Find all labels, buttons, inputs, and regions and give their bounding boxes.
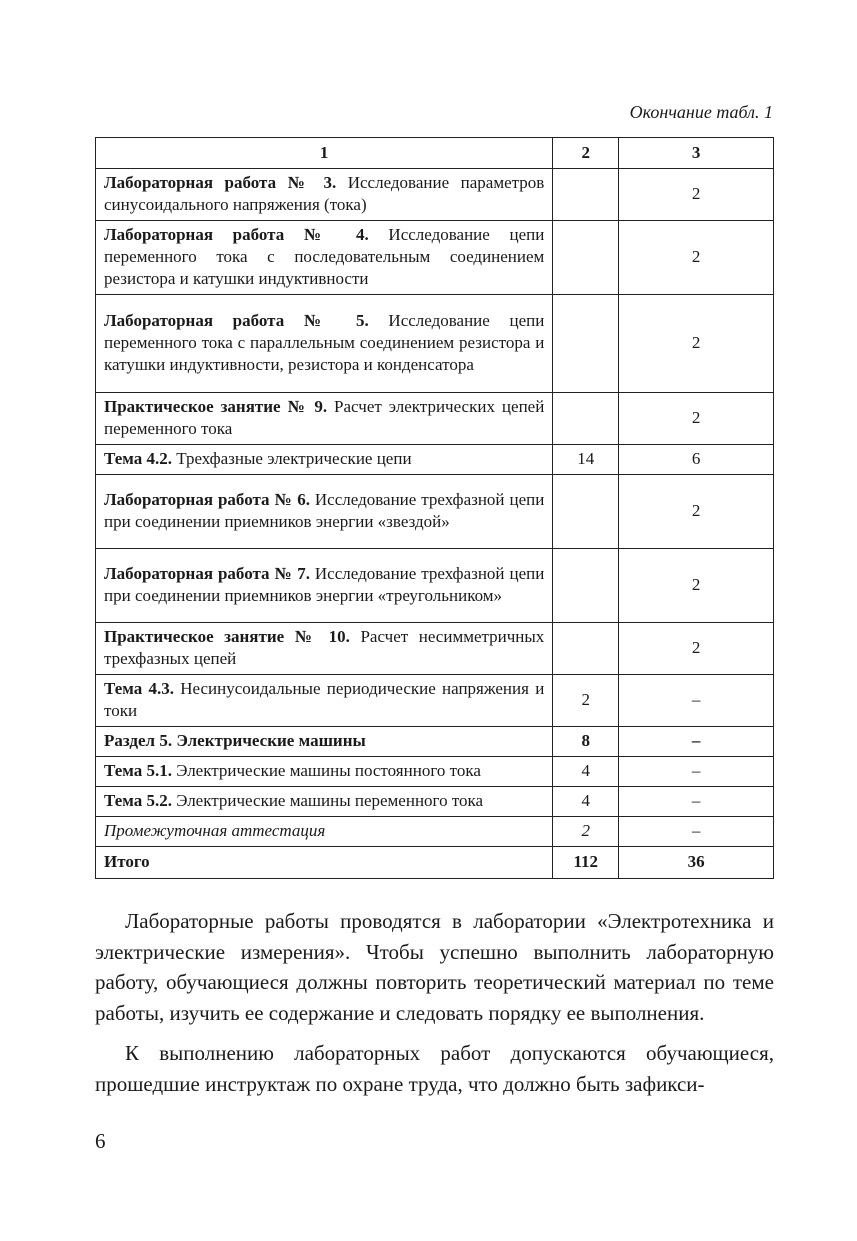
table-row [96, 475, 774, 549]
row-col-3-value: – [619, 817, 774, 847]
row-text: Исследование трехфазной цепи при соединении приемников энергии «треугольником» [104, 564, 545, 605]
row-description [96, 221, 553, 295]
row-text: Исследование трехфазной цепи при соединении приемников энергии «звездой» [104, 490, 545, 531]
row-col-2-value [553, 295, 619, 393]
header-col-2: 2 [553, 138, 619, 169]
row-label: Тема 4.2. [104, 449, 172, 468]
row-description [96, 727, 553, 757]
row-col-3-value: 2 [619, 549, 774, 623]
table-header-row [96, 138, 774, 169]
row-description [96, 847, 553, 879]
row-col-2-value [553, 475, 619, 549]
table-row [96, 817, 774, 847]
row-col-3-value: 6 [619, 445, 774, 475]
row-label: Итого [104, 852, 150, 871]
row-col-3-value: – [619, 757, 774, 787]
table-row [96, 445, 774, 475]
table-row [96, 393, 774, 445]
table-row [96, 221, 774, 295]
paragraph-1: Лабораторные работы проводятся в лаборатории «Электротехника и электрические измерения». Чтобы успешно выполнить лабораторную работу, обучающиеся должны повторить теоретический материал по теме работы, изучить ее содержание и следовать порядку ее выполнения. [95, 909, 774, 1025]
header-col-1: 1 [96, 138, 553, 169]
row-text: Исследование цепи переменного тока с параллельным соединением резистора и катушки индуктивности, резистора и конденсатора [104, 311, 545, 374]
row-label: Лабораторная работа № 4. [104, 225, 369, 244]
row-text: Исследование цепи переменного тока с последовательным соединением резистора и катушки индуктивности [104, 225, 545, 288]
row-description [96, 295, 553, 393]
table-row [96, 757, 774, 787]
row-description [96, 757, 553, 787]
row-col-2-value [553, 221, 619, 295]
row-col-2-value [553, 623, 619, 675]
row-description [96, 393, 553, 445]
row-col-3-value: 2 [619, 393, 774, 445]
row-col-3-value: – [619, 675, 774, 727]
row-text: Трехфазные электрические цепи [171, 449, 412, 468]
row-col-3-value: – [619, 727, 774, 757]
hours-table [95, 137, 774, 879]
page-number: 6 [95, 1129, 106, 1153]
table-row [96, 727, 774, 757]
row-description [96, 549, 553, 623]
row-description [96, 817, 553, 847]
row-label: Лабораторная работа № 5. [104, 311, 369, 330]
row-description [96, 623, 553, 675]
row-col-2-value: 14 [553, 445, 619, 475]
row-col-3-value: 2 [619, 169, 774, 221]
row-text: Расчет электрических цепей переменного тока [104, 397, 545, 438]
row-col-2-value: 2 [553, 817, 619, 847]
row-description [96, 445, 553, 475]
table-row [96, 847, 774, 879]
table-row [96, 623, 774, 675]
table-row [96, 295, 774, 393]
row-description [96, 787, 553, 817]
row-col-3-value: 2 [619, 295, 774, 393]
row-col-2-value: 2 [553, 675, 619, 727]
row-col-2-value: 112 [553, 847, 619, 879]
row-col-2-value [553, 393, 619, 445]
row-text: Расчет несимметричных трехфазных цепей [104, 627, 545, 668]
row-text: Электрические машины постоянного тока [171, 761, 481, 780]
row-label: Тема 5.1. [104, 761, 172, 780]
row-col-2-value: 8 [553, 727, 619, 757]
row-col-3-value: – [619, 787, 774, 817]
row-text: Электрические машины переменного тока [171, 791, 484, 810]
paragraph-2: К выполнению лабораторных работ допускаются обучающиеся, прошедшие инструктаж по охране труда, что должно быть зафикси- [95, 1041, 774, 1096]
row-col-3-value: 2 [619, 623, 774, 675]
table-row [96, 675, 774, 727]
row-description [96, 675, 553, 727]
row-label: Лабораторная работа № 7. [104, 564, 310, 583]
row-text: Промежуточная аттестация [104, 821, 326, 840]
table-row [96, 549, 774, 623]
table-caption: Окончание табл. 1 [629, 102, 773, 122]
row-label: Практическое занятие № 10. [104, 627, 350, 646]
row-col-2-value [553, 549, 619, 623]
row-col-3-value: 2 [619, 475, 774, 549]
row-description [96, 475, 553, 549]
row-col-2-value [553, 169, 619, 221]
table-row [96, 169, 774, 221]
row-label: Лабораторная работа № 6. [104, 490, 310, 509]
row-label: Лабораторная работа № 3. [104, 173, 337, 192]
row-label: Раздел 5. Электрические машины [104, 731, 366, 750]
row-label: Тема 4.3. [104, 679, 174, 698]
row-text: Несинусоидальные периодические напряжения и токи [104, 679, 545, 720]
row-col-3-value: 2 [619, 221, 774, 295]
row-text: Исследование параметров синусоидального напряжения (тока) [104, 173, 545, 214]
table-row [96, 787, 774, 817]
row-col-2-value: 4 [553, 757, 619, 787]
row-label: Тема 5.2. [104, 791, 172, 810]
row-description [96, 169, 553, 221]
header-col-3: 3 [619, 138, 774, 169]
row-label: Практическое занятие № 9. [104, 397, 328, 416]
row-col-3-value: 36 [619, 847, 774, 879]
row-col-2-value: 4 [553, 787, 619, 817]
